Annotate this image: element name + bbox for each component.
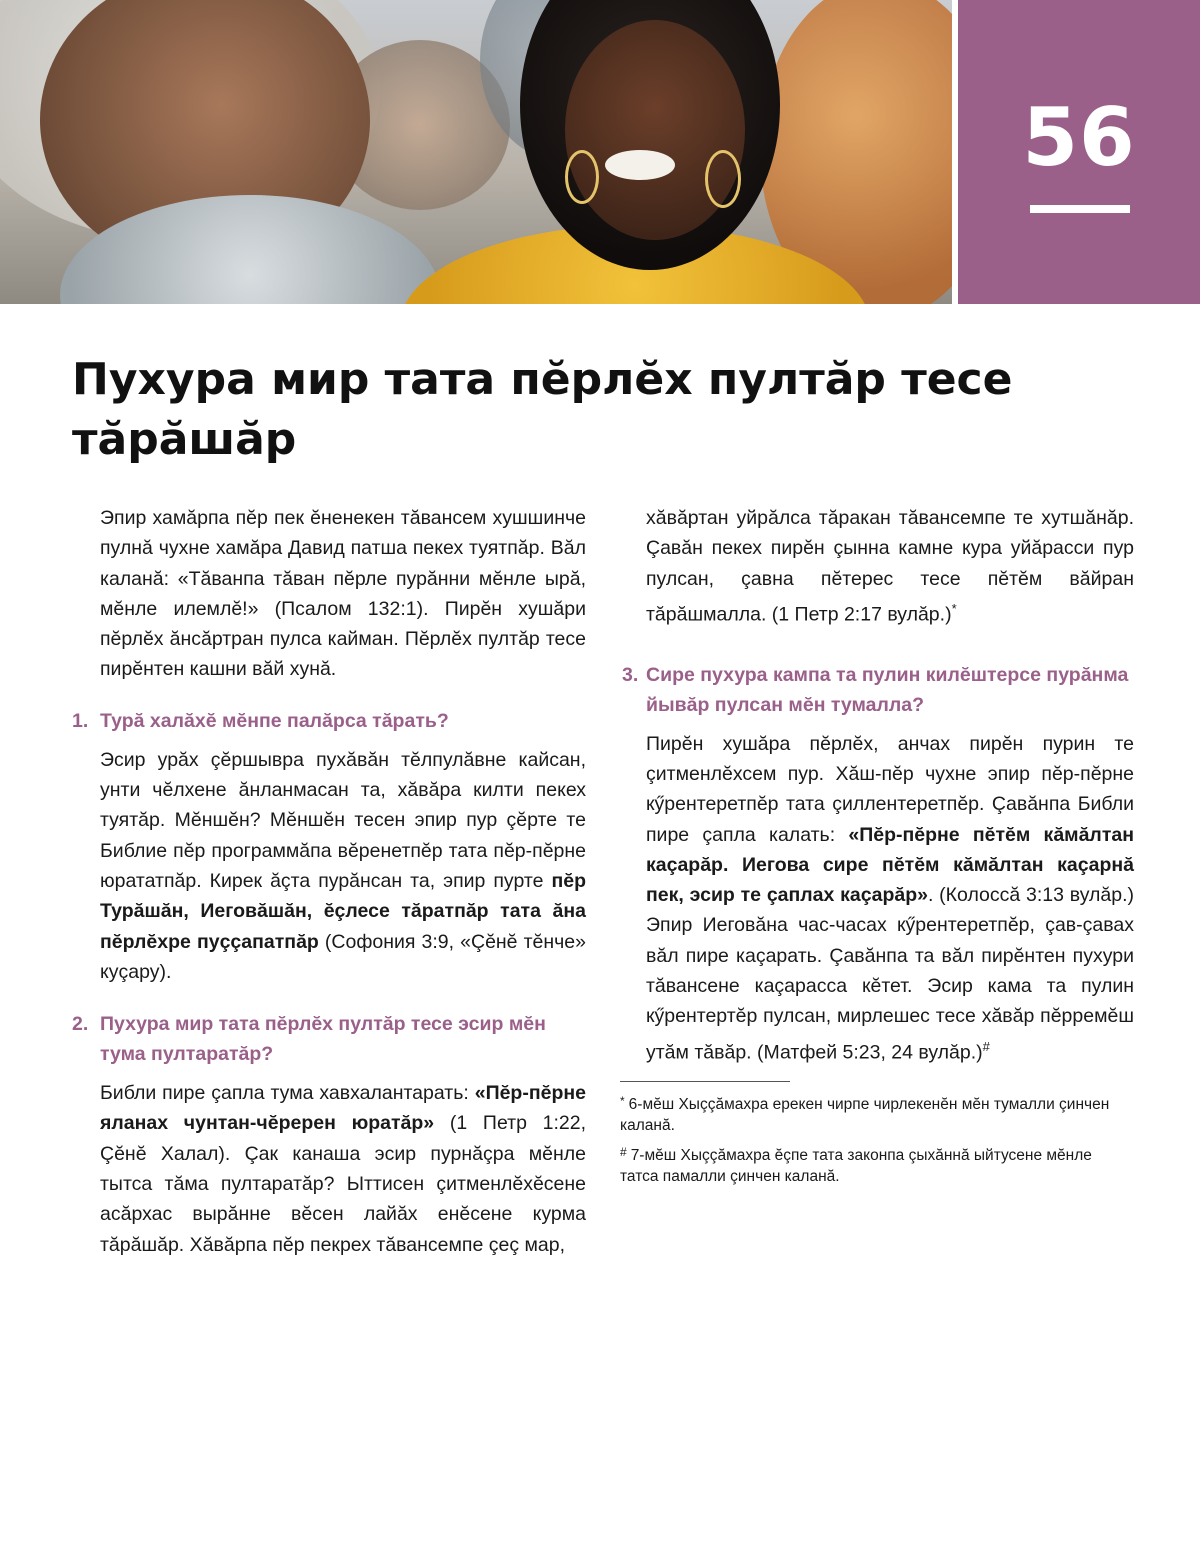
section-2-paragraph (100, 1078, 586, 1260)
column-right (622, 660, 1134, 1188)
section-1-question (72, 706, 586, 736)
section-1-paragraph (100, 745, 586, 987)
section-2-number: 2. (72, 1013, 89, 1036)
section-2-text-end-cont: хăвăртан уйрăлса тăракан тăвансемпе те хутшăнăр. Çавăн пекех пирĕн çынна камне кура уйăрасси пур пулсан, çавна пĕтерес тесе пĕтĕм вăйран тăрăшмалла. (1 Петр 2:17 вулăр.) (646, 507, 1134, 626)
section-3-text: Пирĕн хушăра пĕрлĕх, анчах пирĕн пурин те çитменлĕхсем пур. Хăш-пĕр чухне эпир пĕр-пĕрне кӳрентеретпĕр тата çиллентеретпĕр. Çавăнпа Библи пире çапла калать: (646, 732, 1134, 846)
lesson-number: 56 (1022, 91, 1136, 184)
section-3-number: 3. (622, 663, 639, 686)
section-2-bold-text: «Пĕр-пĕрне яланах чунтан-чĕререн юратăр» (100, 1082, 586, 1135)
footnote-ref-hash: # (982, 1038, 990, 1054)
section-2-paragraph-continued (622, 503, 1134, 630)
footnote-divider (620, 1081, 790, 1082)
footnote-1-mark: * (620, 1094, 625, 1109)
footnotes (620, 1091, 1134, 1187)
column-left (72, 503, 587, 1260)
section-1-number: 1. (72, 709, 89, 732)
photo-earring (565, 150, 599, 204)
footnote-2-mark: # (620, 1145, 627, 1160)
footnote-2 (620, 1142, 1134, 1187)
section-3-text-end: . (Колоссă 3:13 вулăр.) Эпир Иеговăна час-часах кӳрентеретпĕр, çав-çавах вăл пире каçарать. Çавăнпа та вăл пирĕнтен пухури тăвансене каçарасса кĕтет. Эсир кама та пулин кӳрентертĕр пулсан, мирлешес тесе хăвăр пĕрремĕш утăм тăвăр. (Матфей 5:23, 24 вулăр.) (646, 884, 1134, 1064)
footnote-1-text: 6-мĕш Хыççăмахра ерекен чирпе чирлекенĕн мĕн тумалли çинчен каланă. (620, 1096, 1110, 1135)
header-photo (0, 0, 952, 304)
footnote-2-text: 7-мĕш Хыççăмахра ĕçпе тата законпа çыхăннă ыйтусене мĕнле татса памалли çинчен каланă. (620, 1147, 1092, 1186)
footnote-ref-star: * (951, 600, 957, 616)
footnote-1 (620, 1091, 1134, 1136)
intro-paragraph: Эпир хамăрпа пĕр пек ĕненекен тăвансем хушшинче пулнă чухне хамăра Давид патша пекех туятпăр. Вăл каланă: «Тăванпа тăван пĕрле пурăнни мĕнле ырă, мĕнле илемлĕ!» (Псалом 132:1). Пирĕн хушăри пĕрлĕх ăнсăртран пулса кайман. Пĕрлĕх пултăр тесе пирĕнтен кашни вăй хунă. (100, 507, 586, 681)
section-1-bold-text: пĕр Турăшăн, Иеговăшăн, ĕçлесе тăратпăр тата ăна пĕрлĕхре пуççапатпăр (100, 869, 586, 953)
lesson-number-box (958, 0, 1200, 304)
section-2-question-text: Пухура мир тата пĕрлĕх пултăр тесе эсир мĕн тума пултаратăр? (100, 1013, 546, 1066)
section-1-question-text: Турă халăхĕ мĕнпе палăрса тăрать? (100, 709, 449, 732)
photo-smile (605, 150, 675, 180)
section-3-question (622, 660, 1134, 720)
lesson-title: Пухура мир тата пĕрлĕх пултăр тесе тăрăшăр (72, 354, 1013, 465)
photo-earring (705, 150, 741, 208)
section-2-question (72, 1009, 586, 1069)
section-3-bold-text: «Пĕр-пĕрне пĕтĕм кăмăлтан каçарăр. Иегова сире пĕтĕм кăмăлтан каçарнă пек, эсир те çаплах каçарăр» (646, 823, 1134, 907)
section-2-text: Библи пире çапла тума хавхалантарать: (100, 1082, 475, 1105)
lesson-number-underline (1030, 205, 1130, 213)
section-1-text-end: (Софония 3:9, «Çĕнĕ тĕнче» куçару). (100, 930, 587, 983)
section-2-text-end: (1 Петр 1:22, Çĕнĕ Халал). Çак канаша эсир пурнăçра мĕнле тытса тăма пултаратăр? Ыттисен çитменлĕхĕсене асăрхас вырăнне вĕсен лайăх енĕсене курма тăрăшăр. Хăвăрпа пĕр пекрех тăвансемпе çеç мар, (100, 1112, 587, 1256)
section-1-text: Эсир урăх çĕршывра пухăвăн тĕлпулăвне кайсан, унти чĕлхене ăнланмасан та, хăвăра килти пекех туятăр. Мĕншĕн? Мĕншĕн тесен эпир пур çĕрте те Библие пĕр программăпа вĕренетпĕр тата пĕр-пĕрне юрататпăр. Кирек ăçта пурăнсан та, эпир пурте (100, 748, 586, 892)
section-3-question-text: Сире пухура кампа та пулин килĕштерсе пурăнма йывăр пулсан мĕн тумалла? (646, 663, 1129, 716)
section-3-paragraph (622, 729, 1134, 1068)
column-right-top (622, 503, 1134, 630)
